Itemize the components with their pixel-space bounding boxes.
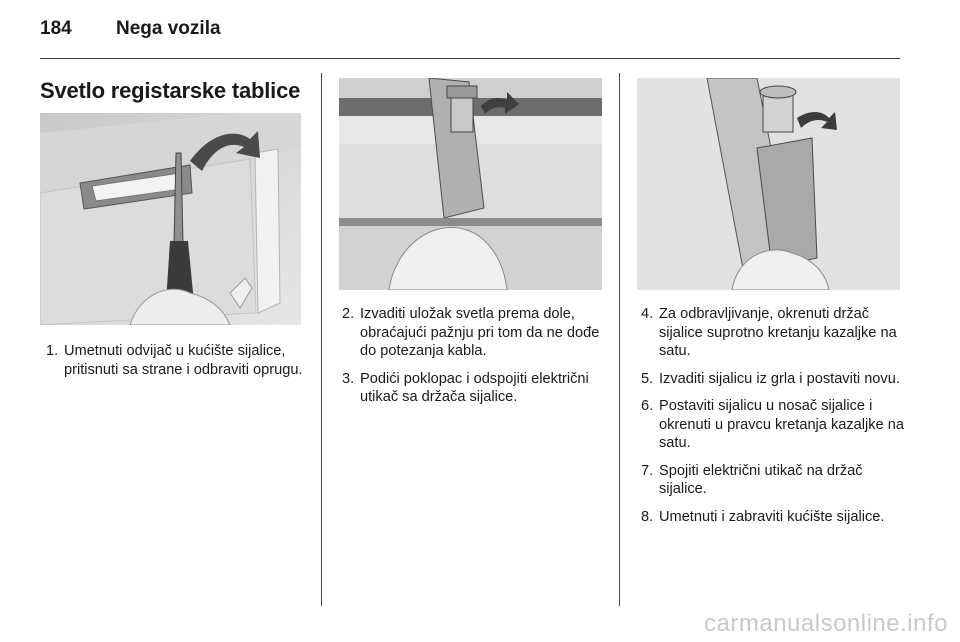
watermark[interactable]: carmanualsonline.info xyxy=(704,610,948,637)
step-number: 3. xyxy=(342,370,355,387)
step-number: 4. xyxy=(641,306,654,322)
steps-col1 xyxy=(40,342,306,388)
step-item xyxy=(336,305,610,361)
step-number: 2. xyxy=(342,306,355,322)
step-number: 5. xyxy=(641,370,654,387)
step-number: 8. xyxy=(641,508,654,525)
section-title: Svetlo registarske tablice xyxy=(40,78,301,103)
column-divider-1 xyxy=(321,73,322,606)
figure-bulb-holder xyxy=(637,78,900,290)
header-rule xyxy=(40,58,900,59)
column-divider-2 xyxy=(619,73,620,606)
step-item xyxy=(635,305,905,361)
step-text: Postaviti sijalicu u nosač sijalice i okrenuti u pravcu kretanja kazaljke na satu. xyxy=(659,398,904,451)
step-text: Umetnuti i zabraviti kućište sijalice. xyxy=(659,508,885,525)
page-number: 184 xyxy=(40,18,72,39)
steps-col3 xyxy=(635,305,905,535)
step-item xyxy=(40,342,306,379)
step-text: Za odbravljivanje, okrenuti držač sijalice suprotno kretanju kazaljke na satu. xyxy=(659,306,897,359)
step-item xyxy=(336,370,610,407)
step-number: 1. xyxy=(46,343,59,359)
step-text: Izvaditi uložak svetla prema dole, obraćajući pažnju pri tom da ne dođe do potezanja kabla. xyxy=(360,306,600,359)
figure-lamp-insert xyxy=(339,78,602,290)
step-number: 6. xyxy=(641,398,654,414)
step-text: Spojiti električni utikač na držač sijalice. xyxy=(659,462,863,497)
step-item xyxy=(635,462,905,499)
step-item xyxy=(635,370,905,389)
step-text: Podići poklopac i odspojiti električni utikač sa držača sijalice. xyxy=(360,370,589,405)
steps-col2 xyxy=(336,305,610,416)
figure-screwdriver xyxy=(40,113,301,325)
chapter-title: Nega vozila xyxy=(116,18,221,39)
step-text: Umetnuti odvijač u kućište sijalice, pritisnuti sa strane i odbraviti oprugu. xyxy=(64,343,303,378)
step-number: 7. xyxy=(641,462,654,479)
step-item xyxy=(635,508,905,527)
step-text: Izvaditi sijalicu iz grla i postaviti novu. xyxy=(659,370,900,387)
step-item xyxy=(635,397,905,453)
